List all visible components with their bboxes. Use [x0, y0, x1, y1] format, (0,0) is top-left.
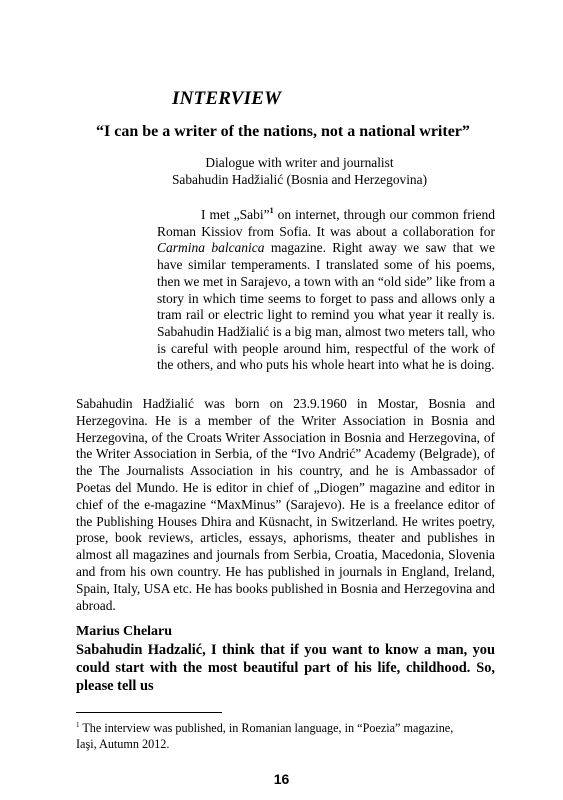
speaker-name: Marius Chelaru — [76, 624, 173, 639]
footnote-mark: 1 — [76, 721, 80, 729]
interview-title: “I can be a writer of the nations, not a national writer” — [96, 123, 470, 140]
intro-text-b: magazine. Right away we saw that we have similar temperaments. I translated some of his poems, then we met in Sarajevo, a town with an “old side” like from a story in which time seems to forget to pass and allows only a tram rail or electric light to remind you what year it really is. Sabahudin Hadžialić is a big man, almost two meters tall, who is careful with people around him, respectful of the work of the others, and who puts his whole heart into what he is doing. — [157, 240, 495, 373]
dialogue-line-1: Dialogue with writer and journalist — [205, 155, 394, 170]
footnote-reference: 1 — [269, 206, 274, 215]
dialogue-line-2: Sabahudin Hadžialić (Bosnia and Herzegovina) — [171, 172, 428, 187]
intro-text-start: I met „Sabi” — [201, 207, 270, 222]
interview-question: Sabahudin Hadzalić, I think that if you want to know a man, you could start with the most beautiful part of his life, childhood. So, please tell us — [76, 642, 495, 694]
footnote — [76, 720, 476, 752]
section-heading: INTERVIEW — [172, 88, 282, 109]
bio-paragraph: Sabahudin Hadžialić was born on 23.9.1960 in Mostar, Bosnia and Herzegovina. He is a member of the Writer Association in Bosnia and Herzegovina, of the Croats Writer Association in Bosnia and Herzegovina, of the Writer Association in Serbia, of the “Ivo Andrić” Academy (Belgrade), of the The Journalists Association in his country, and he is Ambassador of Poetas del Mundo. He is editor in chief of „Diogen” magazine and editor in chief of the e-magazine “MaxMinus” (Sarajevo). He is a freelance editor of the Publishing Houses Dhira and Küsnacht, in Switzerland. He writes poetry, prose, book reviews, articles, essays, aphorisms, theater and publishes in almost all magazines and journals from Serbia, Croatia, Macedonia, Slovenia and from his own country. He has published in journals in England, Ireland, Spain, Italy, USA etc. He has books published in Bosnia and Herzegovina and abroad. — [76, 396, 495, 613]
page-number: 16 — [273, 771, 290, 787]
intro-text-a: on internet, through our common friend Roman Kissiov from Sofia. It was about a collaboration for — [157, 207, 495, 239]
magazine-name: Carmina balcanica — [157, 240, 265, 256]
footnote-text: The interview was published, in Romanian language, in “Poezia” magazine, Iaşi, Autumn 2012. — [76, 721, 454, 751]
intro-paragraph — [157, 207, 495, 374]
footnote-separator — [76, 712, 222, 713]
